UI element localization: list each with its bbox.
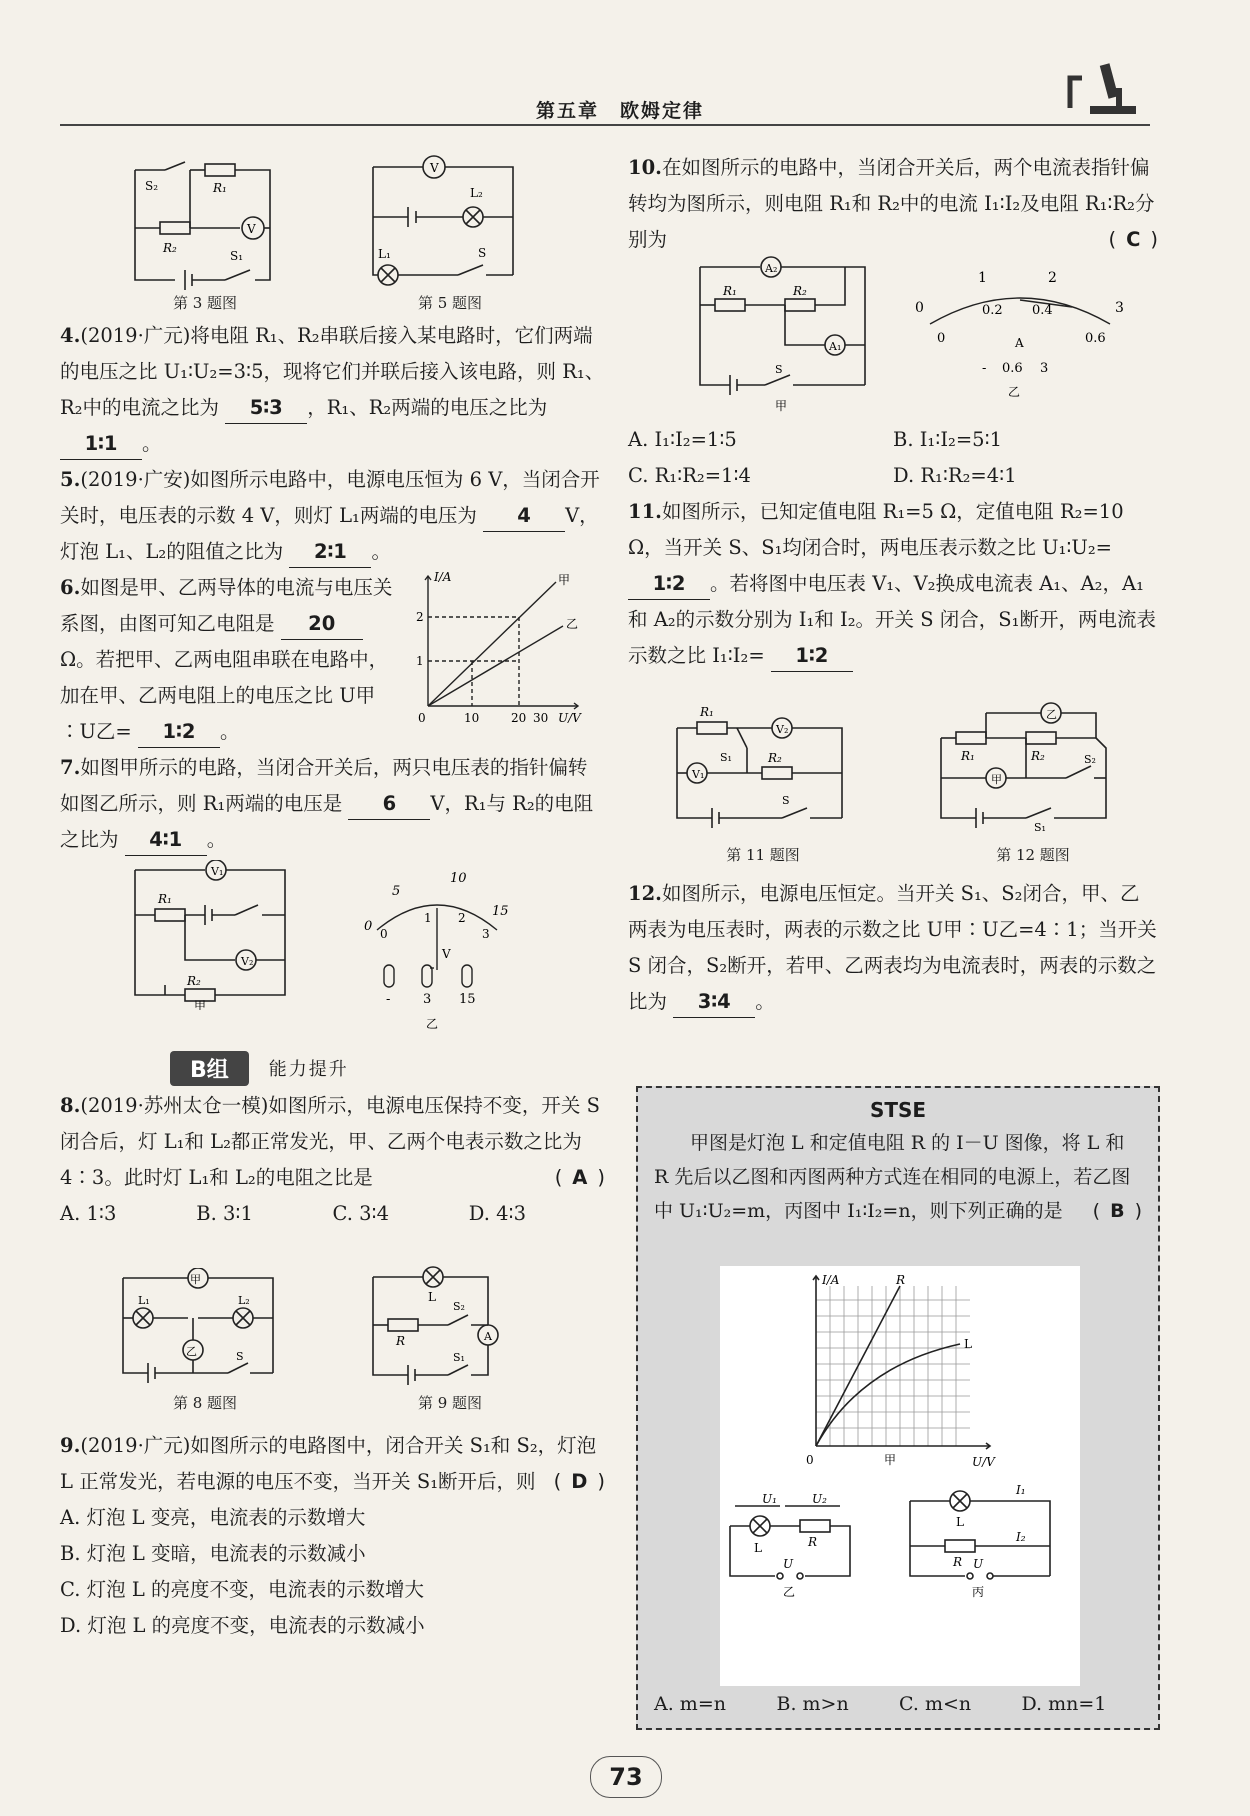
figure-10-ammeter-dial: [910, 262, 1135, 412]
meter10-unit: A: [1015, 336, 1024, 350]
fig9-s2-label: S₂: [453, 1300, 465, 1313]
stse-fig-yi-l: L: [754, 1541, 762, 1555]
fig7-jia-label: 甲: [194, 999, 207, 1010]
stse-graph-ylabel: I/A: [822, 1273, 840, 1287]
question-9: 9.(2019·广元)如图所示的电路图中，闭合开关 S₁和 S₂，灯泡 L 正常发光，若电源的电压不变，当开关 S₁断开后，则 ( D ) A. 灯泡 L 变亮，电流表的示数增大 B. 灯泡 L 变暗，电流表的示数减小 C. 灯泡 L 的亮度不变，电流表的示数增大 D. 灯泡 L 的亮度不变，电流表的示数减小: [60, 1428, 605, 1644]
fig11-v1-label: V₁: [692, 768, 705, 781]
meter7-inner-1: 1: [424, 911, 432, 925]
fig12-r2-label: R₂: [1031, 749, 1045, 763]
meter10-outer-0: 0: [915, 300, 924, 316]
graph6-line-jia: 甲: [558, 573, 571, 587]
fig12-s1-label: S₁: [1034, 821, 1046, 833]
microscope-logo-icon: [1060, 58, 1144, 122]
fig9-l-label: L: [428, 1290, 436, 1304]
stse-graph-xlabel: U/V: [972, 1455, 995, 1469]
q10-option-d: D. R₁∶R₂=4∶1: [893, 464, 1017, 487]
fig12-r1-label: R₁: [961, 749, 975, 763]
figure-5-circuit: [368, 155, 518, 290]
meter10-inner-2: 0.4: [1032, 303, 1053, 318]
meter7-tick-10: 10: [450, 871, 467, 886]
stse-fig-bing-r: R: [953, 1555, 963, 1569]
q5-answer-2: 2∶1: [289, 537, 371, 568]
graph6-xtick-2: 20: [511, 711, 527, 725]
q8-option-b: B. 3∶1: [196, 1202, 253, 1225]
stse-box: [636, 1086, 1160, 1730]
graph6-ylabel: I/A: [434, 570, 452, 584]
fig3-s1-label: S₁: [230, 249, 244, 263]
stse-graph-origin: 0: [806, 1453, 814, 1467]
b-group-title: 能力提升: [268, 1059, 349, 1080]
meter7-label: 乙: [426, 1017, 439, 1031]
stse-options: [654, 1686, 1144, 1722]
fig8-l1-label: L₁: [138, 1294, 150, 1307]
graph6-xtick-3: 30: [533, 711, 549, 725]
header-rule: [60, 124, 1150, 126]
fig5-s-label: S: [478, 246, 487, 260]
question-7: 7.如图甲所示的电路，当闭合开关后，两只电压表的指针偏转如图乙所示，则 R₁两端的电压是 6 V，R₁与 R₂的电阻之比为 4∶1 。: [60, 750, 605, 858]
q7-answer-1: 6: [348, 789, 430, 820]
meter7-inner-2: 2: [458, 911, 466, 925]
stse-option-a: A. m=n: [654, 1693, 726, 1715]
fig9-r-label: R: [396, 1334, 406, 1348]
q9-option-c: C. 灯泡 L 的亮度不变，电流表的示数增大: [60, 1578, 424, 1601]
figure-5-caption: 第 5 题图: [417, 294, 483, 312]
q8-option-d: D. 4∶3: [468, 1202, 526, 1225]
b-group-tag: B组: [170, 1051, 249, 1086]
q12-answer-1: 3∶4: [673, 987, 755, 1018]
q6-answer-2: 1∶2: [138, 717, 220, 748]
fig11-s-label: S: [782, 794, 790, 807]
fig10-jia-label: 甲: [775, 399, 788, 413]
q9-answer: ( D ): [553, 1470, 605, 1493]
stse-fig-bing-u: U: [973, 1557, 984, 1571]
stse-option-b: B. m>n: [776, 1693, 849, 1715]
q10-option-b: B. I₁∶I₂=5∶1: [893, 428, 1003, 451]
q10-option-c: C. R₁∶R₂=1∶4: [628, 464, 751, 487]
fig12-s2-label: S₂: [1084, 753, 1096, 766]
q4-answer-1: 5∶3: [225, 393, 307, 424]
q8-option-a: A. 1∶3: [60, 1202, 117, 1225]
meter7-tick-15: 15: [492, 904, 509, 919]
question-10: 10.在如图所示的电路中，当闭合开关后，两个电流表指针偏转均为图所示，则电阻 R₁和 R₂中的电流 I₁∶I₂及电阻 R₁∶R₂分别为 ( C ): [628, 150, 1158, 258]
figure-7-voltmeter-dial: [362, 860, 512, 1035]
q6-answer-1: 20: [281, 609, 363, 640]
fig12-jia-label: 甲: [991, 773, 1002, 786]
meter7-tick-0: 0: [364, 919, 373, 934]
fig9-a-label: A: [484, 1330, 492, 1343]
graph6-ytick-1: 1: [416, 654, 424, 668]
meter10-inner-3: 0.6: [1085, 331, 1106, 346]
meter10-outer-3: 3: [1115, 300, 1124, 316]
fig7-r1-label: R₁: [158, 892, 172, 906]
stse-option-c: C. m<n: [899, 1693, 972, 1715]
graph6-xtick-1: 10: [464, 711, 480, 725]
stse-graph-l-label: L: [964, 1337, 972, 1351]
q10-options: [628, 422, 1158, 494]
fig5-l2-label: L₂: [470, 186, 483, 200]
q9-option-b: B. 灯泡 L 变暗，电流表的示数减小: [60, 1542, 366, 1565]
chapter-title: 第五章 欧姆定律: [535, 100, 704, 122]
stse-fig-bing-l: L: [956, 1515, 964, 1529]
q8-options: [60, 1196, 605, 1232]
fig11-v2-label: V₂: [776, 723, 789, 736]
fig10-r1-label: R₁: [723, 284, 737, 298]
fig8-l2-label: L₂: [238, 1294, 250, 1307]
stse-fig-bing-i2: I₂: [1016, 1530, 1026, 1544]
q8-answer: ( A ): [554, 1166, 605, 1189]
figure-11-circuit: [672, 698, 852, 833]
figure-12-caption: 第 12 题图: [996, 846, 1070, 864]
meter10-terminal-3: 3: [1040, 361, 1049, 376]
question-8: 8.(2019·苏州太仓一模)如图所示，电源电压保持不变，开关 S 闭合后，灯 L₁和 L₂都正常发光，甲、乙两个电表示数之比为 4∶3。此时灯 L₁和 L₂的电阻之比是 ( A ) A. 1∶3 B. 3∶1 C. 3∶4 D. 4∶3: [60, 1088, 605, 1232]
meter10-terminal-minus: -: [982, 361, 987, 376]
stse-question: 甲图是灯泡 L 和定值电阻 R 的 I－U 图像，将 L 和 R 先后以乙图和丙图两种方式连在相同的电源上，若乙图中 U₁∶U₂=m，丙图中 I₁∶I₂=n，则下列正确的是 ( B ): [638, 1122, 1158, 1232]
meter7-inner-0: 0: [380, 927, 388, 941]
fig10-r2-label: R₂: [793, 284, 807, 298]
stse-fig-bing-label: 丙: [972, 1585, 985, 1599]
stse-fig-yi-label: 乙: [783, 1585, 796, 1599]
figure-10-circuit: [695, 255, 875, 415]
figure-8-caption: 第 8 题图: [172, 1394, 238, 1412]
q4-answer-2: 1∶1: [60, 429, 142, 460]
question-5: 5.(2019·广安)如图所示电路中，电源电压恒为 6 V，当闭合开关时，电压表的示数 4 V，则灯 L₁两端的电压为 4 V，灯泡 L₁、L₂的阻值之比为 2∶1 。: [60, 462, 605, 570]
question-4: 4.(2019·广元)将电阻 R₁、R₂串联后接入某电路时，它们两端的电压之比 U₁∶U₂=3∶5，现将它们并联后接入该电路，则 R₁、R₂中的电流之比为 5∶3 ，R₁、R₂两端的电压之比为 1∶1 。: [60, 318, 605, 462]
q9-option-a: A. 灯泡 L 变亮，电流表的示数增大: [60, 1506, 366, 1529]
fig7-v2-label: V₂: [241, 955, 254, 968]
fig11-r2-label: R₂: [768, 751, 782, 765]
fig10-a1-label: A₁: [829, 340, 842, 353]
page-number: 73: [590, 1756, 662, 1798]
meter7-unit: V: [442, 947, 451, 961]
fig11-s1-label: S₁: [720, 751, 732, 764]
meter10-terminal-06: 0.6: [1002, 361, 1023, 376]
graph6-origin: 0: [418, 711, 426, 725]
figure-12-circuit: [936, 698, 1116, 833]
question-6: 6.如图是甲、乙两导体的电流与电压关系图，由图可知乙电阻是 20Ω。若把甲、乙两电阻串联在电路中，加在甲、乙两电阻上的电压之比 U甲∶U乙= 1∶2 。: [60, 570, 395, 750]
stse-option-d: D. mn=1: [1021, 1693, 1107, 1715]
figure-3-circuit: [130, 160, 280, 290]
fig5-v-label: V: [430, 161, 439, 175]
figure-3-caption: 第 3 题图: [172, 294, 238, 312]
fig12-yi-label: 乙: [1046, 708, 1057, 721]
stse-answer: ( B ): [1092, 1200, 1142, 1222]
meter7-terminal-minus: -: [386, 992, 391, 1007]
question-12: 12.如图所示，电源电压恒定。当开关 S₁、S₂闭合，甲、乙两表为电压表时，两表的示数之比 U甲∶U乙=4∶1；当开关 S 闭合，S₂断开，若甲、乙两表均为电流表时，两表的示数之比为 3∶4 。: [628, 876, 1158, 1020]
meter7-tick-5: 5: [392, 884, 401, 899]
meter7-terminal-15: 15: [459, 992, 476, 1007]
fig3-r2-label: R₂: [163, 241, 177, 255]
stse-fig-yi-u2: U₂: [812, 1492, 827, 1506]
fig3-v-label: V: [247, 222, 256, 236]
fig8-s-label: S: [236, 1350, 244, 1363]
figure-9-caption: 第 9 题图: [417, 1394, 483, 1412]
meter7-inner-3: 3: [482, 927, 490, 941]
fig3-s2-label: S₂: [145, 179, 159, 193]
stse-fig-yi-r: R: [808, 1535, 818, 1549]
q9-option-d: D. 灯泡 L 的亮度不变，电流表的示数减小: [60, 1614, 425, 1637]
fig8-jia-label: 甲: [190, 1273, 201, 1286]
stse-fig-yi-u: U: [783, 1557, 794, 1571]
q8-option-c: C. 3∶4: [332, 1202, 390, 1225]
figure-6-iu-graph: [408, 566, 588, 726]
fig7-v1-label: V₁: [211, 865, 224, 878]
meter10-inner-1: 0.2: [982, 303, 1003, 318]
graph6-ytick-2: 2: [416, 610, 424, 624]
meter7-terminal-3: 3: [423, 992, 432, 1007]
graph6-xlabel: U/V: [558, 711, 581, 725]
stse-figures: [720, 1266, 1080, 1686]
graph6-line-yi: 乙: [566, 617, 579, 631]
fig7-r2-label: R₂: [187, 974, 201, 988]
stse-title: STSE: [869, 1098, 927, 1122]
fig3-r1-label: R₁: [213, 181, 227, 195]
b-group-banner: [170, 1050, 510, 1086]
meter10-label: 乙: [1008, 385, 1021, 399]
meter10-inner-0: 0: [937, 331, 946, 346]
figure-7-circuit: [130, 860, 290, 1010]
fig5-l1-label: L₁: [378, 247, 391, 261]
figure-8-circuit: [118, 1268, 278, 1388]
figure-9-circuit: [368, 1265, 518, 1390]
meter10-outer-1: 1: [978, 270, 987, 286]
fig9-s1-label: S₁: [453, 1351, 465, 1364]
meter10-outer-2: 2: [1048, 270, 1057, 286]
fig11-r1-label: R₁: [700, 705, 714, 719]
stse-graph-jia-label: 甲: [884, 1453, 897, 1467]
figure-11-caption: 第 11 题图: [726, 846, 800, 864]
stse-graph-r-label: R: [896, 1273, 906, 1287]
fig8-yi-label: 乙: [186, 1345, 197, 1358]
q11-answer-2: 1∶2: [771, 641, 853, 672]
q10-answer: ( C ): [1108, 228, 1158, 251]
q10-option-a: A. I₁∶I₂=1∶5: [628, 428, 737, 451]
question-11: 11.如图所示，已知定值电阻 R₁=5 Ω，定值电阻 R₂=10 Ω，当开关 S、S₁均闭合时，两电压表示数之比 U₁∶U₂= 1∶2 。若将图中电压表 V₁、V₂换成电流表 A₁、A₂，A₁和 A₂的示数分别为 I₁和 I₂。开关 S 闭合，S₁断开，两电流表示数之比 I₁∶I₂= 1∶2: [628, 494, 1158, 674]
stse-fig-yi-u1: U₁: [762, 1492, 777, 1506]
q11-answer-1: 1∶2: [628, 569, 710, 600]
q7-answer-2: 4∶1: [125, 825, 207, 856]
q5-answer-1: 4: [483, 501, 565, 532]
stse-fig-bing-i1: I₁: [1016, 1483, 1026, 1497]
fig10-a2-label: A₂: [765, 262, 778, 275]
fig10-s-label: S: [775, 363, 783, 376]
